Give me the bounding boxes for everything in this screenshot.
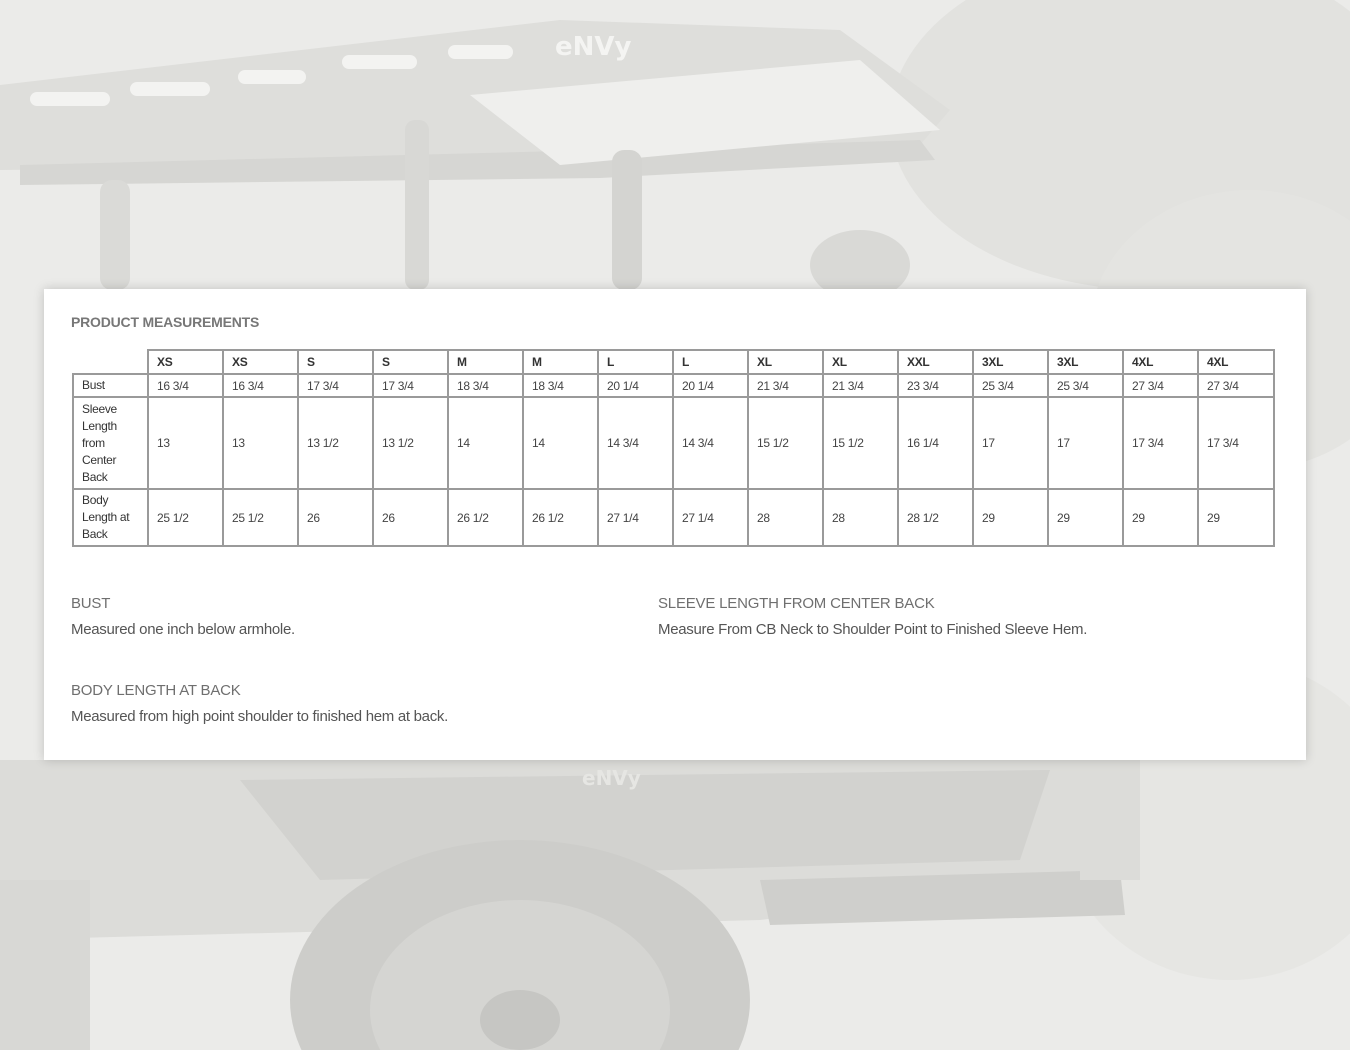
table-cell: 17 3/4 <box>373 374 448 397</box>
table-cell: 16 1/4 <box>898 397 973 489</box>
table-cell: 20 1/4 <box>673 374 748 397</box>
size-header: 3XL <box>973 350 1048 374</box>
envy-logo-bottom: eNVy <box>582 766 641 790</box>
row-label-body-length: Body Length at Back <box>73 489 148 546</box>
table-cell: 27 1/4 <box>598 489 673 546</box>
table-cell: 26 <box>298 489 373 546</box>
table-cell: 16 3/4 <box>223 374 298 397</box>
table-cell: 28 1/2 <box>898 489 973 546</box>
table-cell: 17 <box>973 397 1048 489</box>
table-cell: 14 <box>523 397 598 489</box>
table-cell: 17 3/4 <box>1198 397 1274 489</box>
table-cell: 29 <box>1123 489 1198 546</box>
size-header: XL <box>823 350 898 374</box>
size-header: S <box>373 350 448 374</box>
size-header: 4XL <box>1198 350 1274 374</box>
table-cell: 18 3/4 <box>448 374 523 397</box>
table-cell: 29 <box>1198 489 1274 546</box>
table-cell: 14 <box>448 397 523 489</box>
table-cell: 25 3/4 <box>1048 374 1123 397</box>
size-chart-table <box>72 349 1275 547</box>
table-cell: 26 <box>373 489 448 546</box>
table-cell: 16 3/4 <box>148 374 223 397</box>
table-cell: 29 <box>973 489 1048 546</box>
note-body-length <box>71 682 448 725</box>
size-header: XS <box>148 350 223 374</box>
table-cell: 29 <box>1048 489 1123 546</box>
table-cell: 13 <box>223 397 298 489</box>
table-row-body-length <box>73 489 1274 546</box>
size-header: XXL <box>898 350 973 374</box>
size-header: 4XL <box>1123 350 1198 374</box>
size-header: 3XL <box>1048 350 1123 374</box>
table-cell: 25 1/2 <box>148 489 223 546</box>
section-title: PRODUCT MEASUREMENTS <box>71 314 260 330</box>
table-cell: 18 3/4 <box>523 374 598 397</box>
note-sleeve-length <box>658 595 1087 638</box>
note-bust-text: Measured one inch below armhole. <box>71 621 295 638</box>
table-cell: 27 1/4 <box>673 489 748 546</box>
note-bust-title: BUST <box>71 595 111 612</box>
size-header: L <box>673 350 748 374</box>
size-header: S <box>298 350 373 374</box>
table-row-bust <box>73 374 1274 397</box>
row-label-bust: Bust <box>73 374 148 397</box>
note-sleeve-title: SLEEVE LENGTH FROM CENTER BACK <box>658 595 935 612</box>
size-header: XS <box>223 350 298 374</box>
table-cell: 26 1/2 <box>448 489 523 546</box>
table-cell: 27 3/4 <box>1123 374 1198 397</box>
size-header: XL <box>748 350 823 374</box>
size-header-row <box>73 350 1274 374</box>
table-cell: 25 3/4 <box>973 374 1048 397</box>
table-cell: 23 3/4 <box>898 374 973 397</box>
table-cell: 25 1/2 <box>223 489 298 546</box>
table-cell: 15 1/2 <box>748 397 823 489</box>
table-cell: 17 <box>1048 397 1123 489</box>
table-cell: 17 3/4 <box>1123 397 1198 489</box>
corner-cell <box>73 350 148 374</box>
note-bust <box>71 595 295 638</box>
note-sleeve-text: Measure From CB Neck to Shoulder Point to Finished Sleeve Hem. <box>658 621 1088 638</box>
table-cell: 17 3/4 <box>298 374 373 397</box>
row-label-sleeve-length: Sleeve Length from Center Back <box>73 397 148 489</box>
table-cell: 28 <box>748 489 823 546</box>
table-cell: 28 <box>823 489 898 546</box>
envy-logo-top: eNVy <box>555 32 632 62</box>
size-header: L <box>598 350 673 374</box>
table-cell: 13 1/2 <box>373 397 448 489</box>
table-cell: 13 <box>148 397 223 489</box>
size-header: M <box>523 350 598 374</box>
note-body-title: BODY LENGTH AT BACK <box>71 682 241 699</box>
table-row-sleeve-length <box>73 397 1274 489</box>
table-cell: 26 1/2 <box>523 489 598 546</box>
table-cell: 14 3/4 <box>673 397 748 489</box>
size-header: M <box>448 350 523 374</box>
table-cell: 27 3/4 <box>1198 374 1274 397</box>
note-body-text: Measured from high point shoulder to finished hem at back. <box>71 708 448 725</box>
measurement-card <box>44 289 1306 760</box>
table-cell: 20 1/4 <box>598 374 673 397</box>
table-cell: 21 3/4 <box>823 374 898 397</box>
table-cell: 15 1/2 <box>823 397 898 489</box>
table-cell: 14 3/4 <box>598 397 673 489</box>
table-cell: 21 3/4 <box>748 374 823 397</box>
table-cell: 13 1/2 <box>298 397 373 489</box>
